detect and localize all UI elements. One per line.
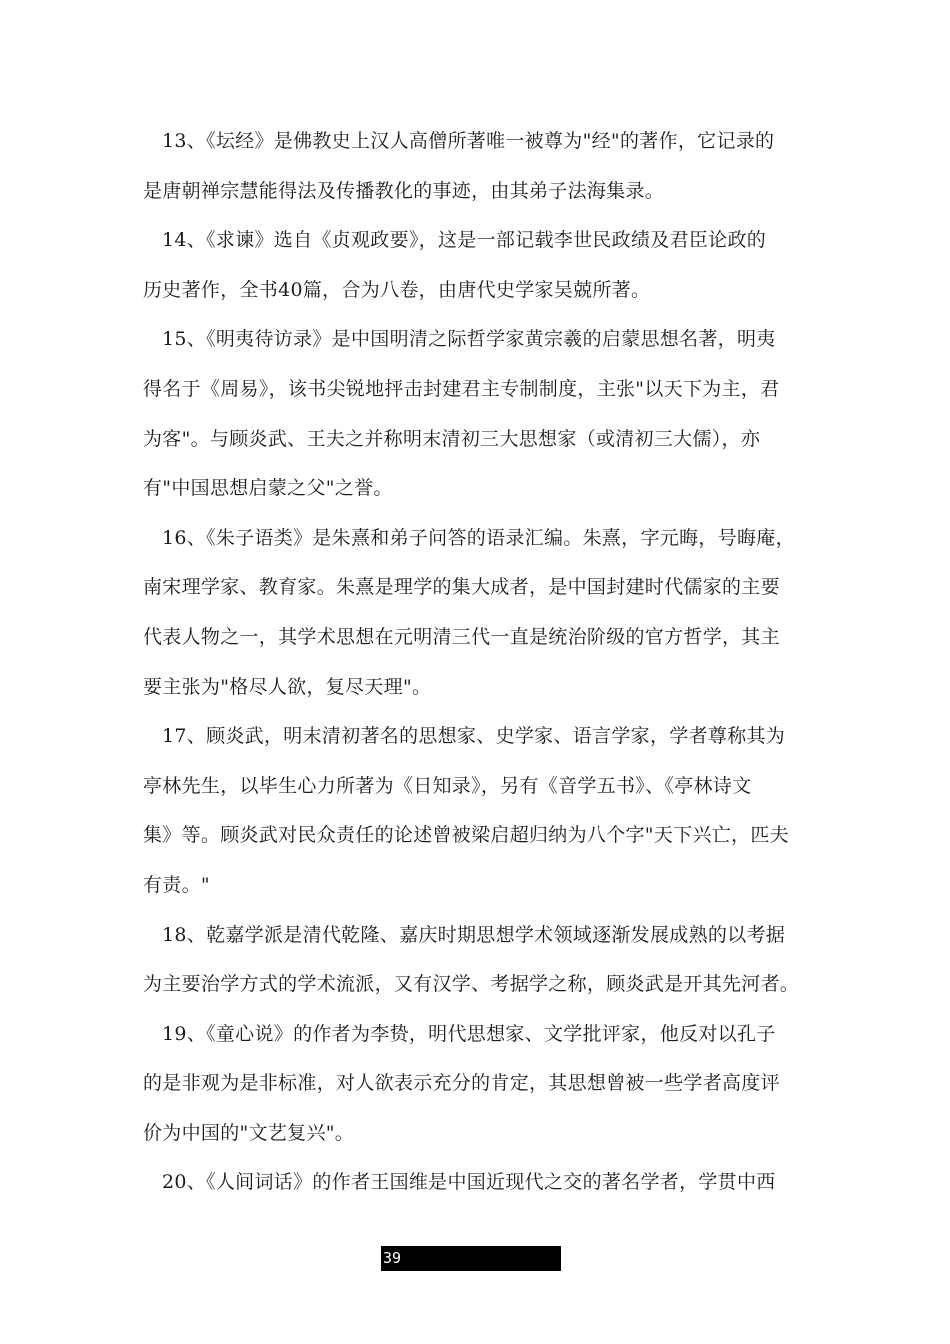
text-line: 集》等。顾炎武对民众责任的论述曾被梁启超归纳为八个字"天下兴亡，匹夫 — [143, 824, 789, 847]
text-line: 有责。" — [143, 873, 210, 896]
text-line: 13、《坛经》是佛教史上汉人高僧所著唯一被尊为"经"的著作，它记录的 — [162, 130, 775, 152]
text-line: 19、《童心说》的作者为李贽，明代思想家、文学批评家，他反对以孔子 — [162, 1022, 776, 1045]
text-line: 17、顾炎武，明末清初著名的思想家、史学家、语言学家，学者尊称其为 — [162, 725, 786, 748]
text-line: 亭林先生，以毕生心力所著为《日知录》，另有《音学五书》、《亭林诗文 — [143, 774, 752, 797]
text-line: 为客"。与顾炎武、王夫之并称明末清初三大思想家（或清初三大儒），亦 — [143, 427, 761, 450]
text-line: 20、《人间词话》的作者王国维是中国近现代之交的著名学者，学贯中西 — [162, 1171, 776, 1194]
text-body — [143, 123, 823, 1214]
text-line: 是唐朝禅宗慧能得法及传播教化的事迹，由其弟子法海集录。 — [143, 179, 665, 202]
text-line: 15、《明夷待访录》是中国明清之际哲学家黄宗羲的启蒙思想名著，明夷 — [162, 328, 776, 351]
text-line: 18、乾嘉学派是清代乾隆、嘉庆时期思想学术领域逐渐发展成熟的以考据 — [162, 923, 786, 946]
page-number-bar — [381, 1246, 561, 1271]
text-line: 有"中国思想启蒙之父"之誉。 — [143, 477, 393, 500]
text-line: 得名于《周易》，该书尖锐地抨击封建君主专制制度，主张"以天下为主，君 — [143, 377, 780, 400]
text-line: 16、《朱子语类》是朱熹和弟子问答的语录汇编。朱熹，字元晦，号晦庵， — [162, 526, 795, 549]
text-line: 14、《求谏》选自《贞观政要》，这是一部记载李世民政绩及君臣论政的 — [162, 229, 767, 252]
text-line: 代表人物之一，其学术思想在元明清三代一直是统治阶级的官方哲学，其主 — [143, 625, 780, 648]
text-line: 的是非观为是非标准，对人欲表示充分的肯定，其思想曾被一些学者高度评 — [143, 1072, 780, 1095]
text-line: 历史著作，全书40篇，合为八卷，由唐代史学家吴兢所著。 — [143, 278, 651, 301]
page-number: 39 — [383, 1249, 402, 1267]
text-line: 为主要治学方式的学术流派，又有汉学、考据学之称，顾炎武是开其先河者。 — [143, 973, 800, 996]
text-line: 要主张为"格尽人欲，复尽天理"。 — [143, 675, 432, 698]
text-line: 价为中国的"文艺复兴"。 — [143, 1121, 355, 1144]
text-line: 南宋理学家、教育家。朱熹是理学的集大成者，是中国封建时代儒家的主要 — [143, 576, 780, 599]
